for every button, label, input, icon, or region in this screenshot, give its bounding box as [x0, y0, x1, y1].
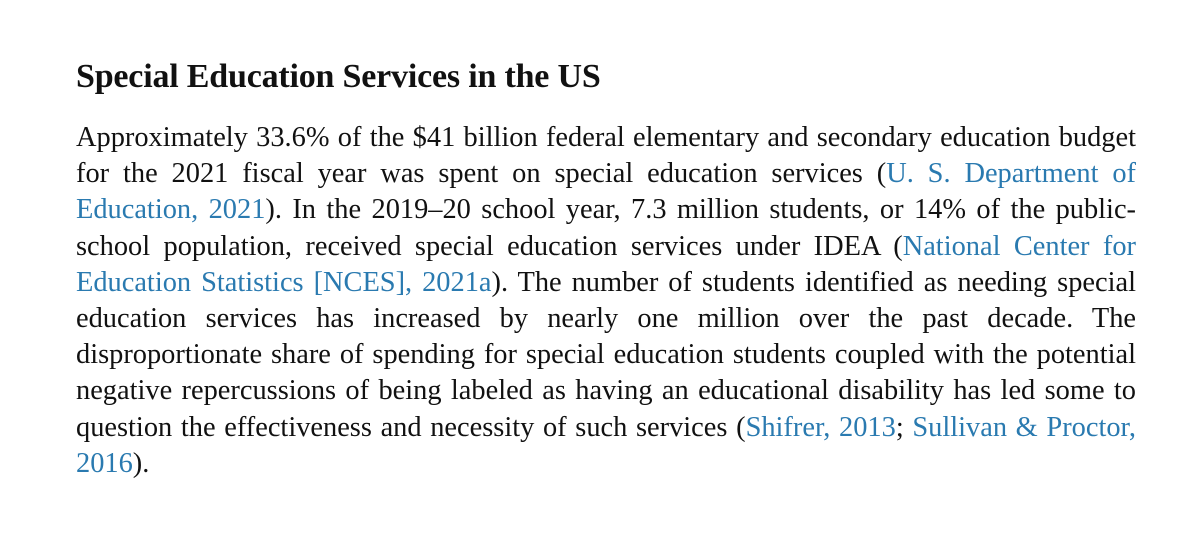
citation-link-sullivan-proctor[interactable]: Sullivan & Proctor, 2016	[76, 411, 1136, 479]
citation-link-shifrer[interactable]: Shifrer, 2013	[745, 411, 896, 443]
page-content	[76, 55, 1136, 482]
section-heading: Special Education Services in the US	[76, 58, 601, 95]
paragraph-text: ). In the 2019–20 school year, 7.3 million students, or 14% of the public-school population, received special education services under IDEA (	[76, 194, 1136, 262]
paragraph-text: ). The number of students identified as needing special education services has increased by nearly one million over the past decade. The disproportionate share of spending for special education students coupled with the potential negative repercussions of being labeled as having an educational disability has led some to question the effectiveness and necessity of such services (	[76, 266, 1136, 443]
paragraph-text: ;	[895, 411, 913, 443]
body-paragraph	[76, 120, 1136, 482]
paragraph-text: ).	[132, 447, 150, 479]
citation-link-us-department-of-education[interactable]: U. S. Department of Education, 2021	[76, 158, 1136, 226]
citation-link-nces[interactable]: National Center for Education Statistics [NCES], 2021a	[76, 230, 1136, 298]
paragraph-text: Approximately 33.6% of the $41 billion federal elementary and secondary education budget for the 2021 fiscal year was spent on special education services (	[76, 122, 1136, 190]
